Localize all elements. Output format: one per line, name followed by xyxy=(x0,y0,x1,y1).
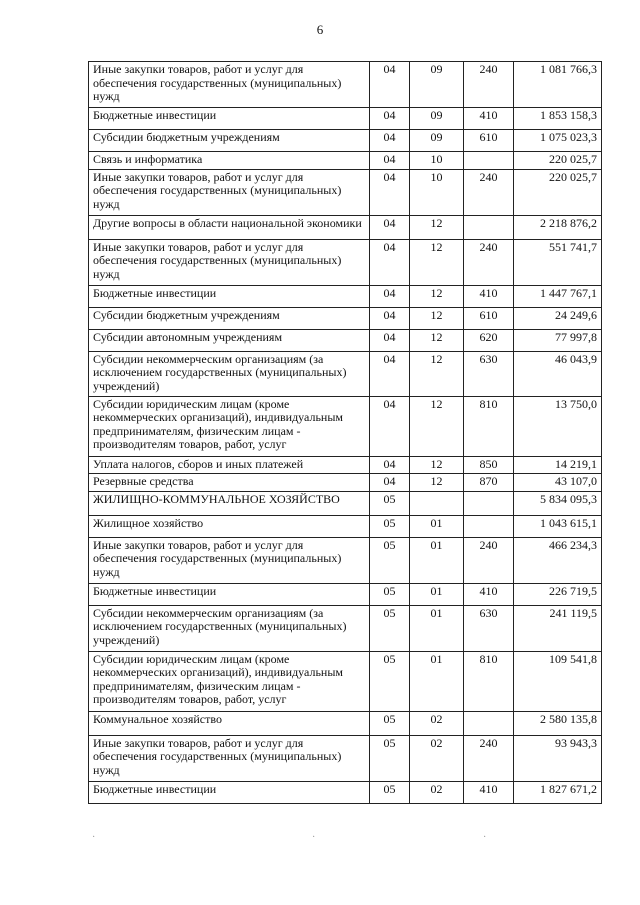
row-name-cell: Бюджетные инвестиции xyxy=(89,108,370,130)
row-section-cell: 04 xyxy=(370,130,410,152)
row-expense-type-cell: 410 xyxy=(464,285,514,307)
row-amount-cell: 551 741,7 xyxy=(514,239,602,285)
row-amount-cell: 220 025,7 xyxy=(514,169,602,215)
row-amount-cell: 93 943,3 xyxy=(514,735,602,781)
row-subsection-cell: 01 xyxy=(410,537,464,583)
row-section-cell: 04 xyxy=(370,396,410,456)
row-amount-cell: 2 580 135,8 xyxy=(514,711,602,735)
row-amount-cell: 1 827 671,2 xyxy=(514,781,602,803)
row-section-cell: 04 xyxy=(370,239,410,285)
row-subsection-cell: 12 xyxy=(410,351,464,396)
row-name-cell: Субсидии некоммерческим организациям (за исключением государственных (муниципальных) учреждений) xyxy=(89,351,370,396)
row-section-cell: 05 xyxy=(370,515,410,537)
row-amount-cell: 220 025,7 xyxy=(514,152,602,170)
table-row xyxy=(89,62,602,108)
table-row xyxy=(89,329,602,351)
row-expense-type-cell: 610 xyxy=(464,130,514,152)
row-section-cell: 04 xyxy=(370,351,410,396)
row-amount-cell: 77 997,8 xyxy=(514,329,602,351)
row-expense-type-cell: 240 xyxy=(464,735,514,781)
row-amount-cell: 1 081 766,3 xyxy=(514,62,602,108)
row-subsection-cell: 12 xyxy=(410,456,464,474)
row-expense-type-cell: 810 xyxy=(464,651,514,711)
row-expense-type-cell: 620 xyxy=(464,329,514,351)
row-name-cell: Бюджетные инвестиции xyxy=(89,781,370,803)
row-expense-type-cell xyxy=(464,491,514,515)
row-subsection-cell: 01 xyxy=(410,515,464,537)
row-subsection-cell: 01 xyxy=(410,651,464,711)
row-name-cell: Субсидии бюджетным учреждениям xyxy=(89,307,370,329)
row-subsection-cell: 12 xyxy=(410,329,464,351)
row-amount-cell: 1 447 767,1 xyxy=(514,285,602,307)
row-expense-type-cell: 630 xyxy=(464,605,514,651)
row-amount-cell: 24 249,6 xyxy=(514,307,602,329)
row-expense-type-cell: 410 xyxy=(464,108,514,130)
row-expense-type-cell: 410 xyxy=(464,781,514,803)
table-row xyxy=(89,605,602,651)
row-subsection-cell: 12 xyxy=(410,307,464,329)
row-expense-type-cell: 240 xyxy=(464,537,514,583)
row-amount-cell: 1 075 023,3 xyxy=(514,130,602,152)
row-subsection-cell: 12 xyxy=(410,285,464,307)
row-subsection-cell: 02 xyxy=(410,781,464,803)
row-section-cell: 04 xyxy=(370,62,410,108)
row-subsection-cell: 09 xyxy=(410,130,464,152)
row-subsection-cell: 02 xyxy=(410,735,464,781)
table-row xyxy=(89,108,602,130)
row-expense-type-cell: 240 xyxy=(464,169,514,215)
scan-mark-right: · xyxy=(483,832,487,843)
table-row xyxy=(89,215,602,239)
row-name-cell: Субсидии некоммерческим организациям (за исключением государственных (муниципальных) учреждений) xyxy=(89,605,370,651)
row-section-cell: 04 xyxy=(370,108,410,130)
row-amount-cell: 1 043 615,1 xyxy=(514,515,602,537)
row-subsection-cell: 09 xyxy=(410,62,464,108)
row-expense-type-cell xyxy=(464,711,514,735)
table-row xyxy=(89,239,602,285)
table-row xyxy=(89,711,602,735)
row-section-cell: 04 xyxy=(370,169,410,215)
row-subsection-cell: 09 xyxy=(410,108,464,130)
row-subsection-cell: 10 xyxy=(410,169,464,215)
table-row xyxy=(89,491,602,515)
row-name-cell: Субсидии бюджетным учреждениям xyxy=(89,130,370,152)
row-section-cell: 05 xyxy=(370,651,410,711)
row-section-cell: 04 xyxy=(370,456,410,474)
row-name-cell: Коммунальное хозяйство xyxy=(89,711,370,735)
row-expense-type-cell: 630 xyxy=(464,351,514,396)
row-amount-cell: 5 834 095,3 xyxy=(514,491,602,515)
row-section-cell: 05 xyxy=(370,735,410,781)
table-row xyxy=(89,396,602,456)
budget-table xyxy=(88,61,602,804)
row-expense-type-cell: 410 xyxy=(464,583,514,605)
row-name-cell: ЖИЛИЩНО-КОММУНАЛЬНОЕ ХОЗЯЙСТВО xyxy=(89,491,370,515)
row-name-cell: Другие вопросы в области национальной экономики xyxy=(89,215,370,239)
row-name-cell: Субсидии юридическим лицам (кроме некоммерческих организаций), индивидуальным предпринимателям, физическим лицам - производителям товаров, работ, услуг xyxy=(89,651,370,711)
table-row xyxy=(89,474,602,492)
row-amount-cell: 14 219,1 xyxy=(514,456,602,474)
table-row xyxy=(89,351,602,396)
row-name-cell: Иные закупки товаров, работ и услуг для обеспечения государственных (муниципальных) нужд xyxy=(89,735,370,781)
row-name-cell: Иные закупки товаров, работ и услуг для обеспечения государственных (муниципальных) нужд xyxy=(89,239,370,285)
row-section-cell: 04 xyxy=(370,329,410,351)
row-section-cell: 05 xyxy=(370,781,410,803)
scan-mark-left: · xyxy=(92,832,96,843)
row-expense-type-cell: 870 xyxy=(464,474,514,492)
row-expense-type-cell: 610 xyxy=(464,307,514,329)
budget-table-body xyxy=(89,62,602,804)
row-section-cell: 05 xyxy=(370,605,410,651)
row-expense-type-cell: 810 xyxy=(464,396,514,456)
row-amount-cell: 43 107,0 xyxy=(514,474,602,492)
row-amount-cell: 109 541,8 xyxy=(514,651,602,711)
row-section-cell: 04 xyxy=(370,215,410,239)
row-section-cell: 04 xyxy=(370,307,410,329)
table-row xyxy=(89,735,602,781)
row-name-cell: Иные закупки товаров, работ и услуг для обеспечения государственных (муниципальных) нужд xyxy=(89,169,370,215)
row-subsection-cell: 12 xyxy=(410,239,464,285)
row-expense-type-cell: 850 xyxy=(464,456,514,474)
row-section-cell: 05 xyxy=(370,711,410,735)
row-subsection-cell: 12 xyxy=(410,215,464,239)
table-row xyxy=(89,152,602,170)
row-name-cell: Бюджетные инвестиции xyxy=(89,583,370,605)
table-row xyxy=(89,651,602,711)
row-expense-type-cell xyxy=(464,215,514,239)
row-name-cell: Иные закупки товаров, работ и услуг для обеспечения государственных (муниципальных) нужд xyxy=(89,62,370,108)
row-subsection-cell: 10 xyxy=(410,152,464,170)
row-subsection-cell xyxy=(410,491,464,515)
table-row xyxy=(89,537,602,583)
row-amount-cell: 1 853 158,3 xyxy=(514,108,602,130)
row-expense-type-cell: 240 xyxy=(464,62,514,108)
row-section-cell: 04 xyxy=(370,474,410,492)
row-name-cell: Резервные средства xyxy=(89,474,370,492)
row-name-cell: Связь и информатика xyxy=(89,152,370,170)
row-section-cell: 04 xyxy=(370,285,410,307)
table-row xyxy=(89,583,602,605)
row-subsection-cell: 01 xyxy=(410,583,464,605)
row-amount-cell: 226 719,5 xyxy=(514,583,602,605)
table-row xyxy=(89,307,602,329)
row-subsection-cell: 01 xyxy=(410,605,464,651)
row-name-cell: Субсидии автономным учреждениям xyxy=(89,329,370,351)
table-row xyxy=(89,285,602,307)
row-amount-cell: 46 043,9 xyxy=(514,351,602,396)
row-expense-type-cell: 240 xyxy=(464,239,514,285)
row-subsection-cell: 12 xyxy=(410,396,464,456)
row-section-cell: 05 xyxy=(370,537,410,583)
row-amount-cell: 466 234,3 xyxy=(514,537,602,583)
table-row xyxy=(89,781,602,803)
table-row xyxy=(89,130,602,152)
row-name-cell: Бюджетные инвестиции xyxy=(89,285,370,307)
row-expense-type-cell xyxy=(464,152,514,170)
row-name-cell: Уплата налогов, сборов и иных платежей xyxy=(89,456,370,474)
row-name-cell: Субсидии юридическим лицам (кроме некоммерческих организаций), индивидуальным предпринимателям, физическим лицам - производителям товаров, работ, услуг xyxy=(89,396,370,456)
table-row xyxy=(89,169,602,215)
row-amount-cell: 13 750,0 xyxy=(514,396,602,456)
row-amount-cell: 2 218 876,2 xyxy=(514,215,602,239)
row-expense-type-cell xyxy=(464,515,514,537)
row-section-cell: 04 xyxy=(370,152,410,170)
row-section-cell: 05 xyxy=(370,491,410,515)
row-subsection-cell: 02 xyxy=(410,711,464,735)
table-row xyxy=(89,515,602,537)
table-row xyxy=(89,456,602,474)
scan-mark-center: · xyxy=(312,832,316,843)
row-section-cell: 05 xyxy=(370,583,410,605)
row-subsection-cell: 12 xyxy=(410,474,464,492)
row-name-cell: Иные закупки товаров, работ и услуг для обеспечения государственных (муниципальных) нужд xyxy=(89,537,370,583)
page-number: 6 xyxy=(316,22,324,37)
row-name-cell: Жилищное хозяйство xyxy=(89,515,370,537)
row-amount-cell: 241 119,5 xyxy=(514,605,602,651)
